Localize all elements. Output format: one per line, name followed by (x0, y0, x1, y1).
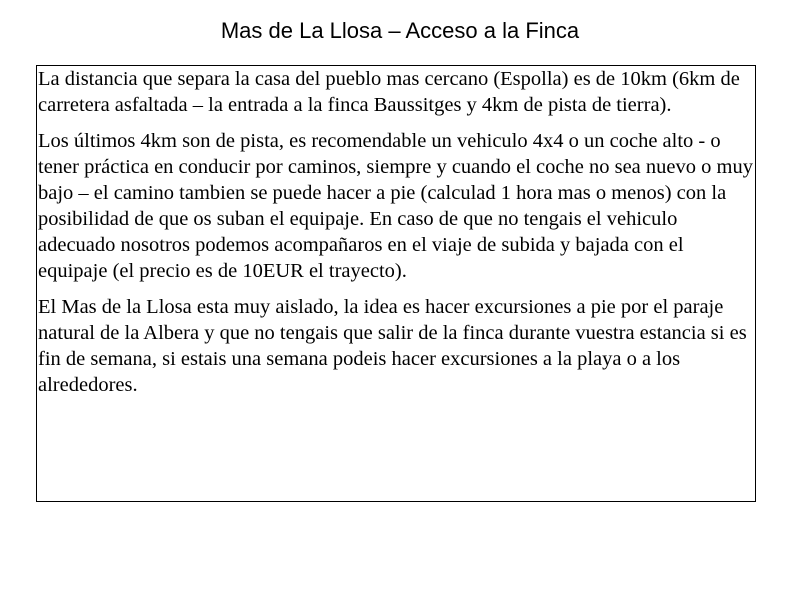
page-title: Mas de La Llosa – Acceso a la Finca (220, 18, 580, 43)
content-box (36, 65, 756, 502)
paragraph-isolation: El Mas de la Llosa esta muy aislado, la idea es hacer excursiones a pie por el paraje natural de la Albera y que no tengais que salir de la finca durante vuestra estancia si es fin de semana, si estais una semana podeis hacer excursiones a la playa o a los alrededores. (38, 296, 747, 396)
paragraph-distance: La distancia que separa la casa del pueblo mas cercano (Espolla) es de 10km (6km de carretera asfaltada – la entrada a la finca Baussitges y 4km de pista de tierra). (38, 68, 740, 116)
paragraph-access-road: Los últimos 4km son de pista, es recomendable un vehiculo 4x4 o un coche alto - o tener práctica en conducir por caminos, siempre y cuando el coche no sea nuevo o muy bajo – el camino tambien se puede hacer a pie (calculad 1 hora mas o menos) con la posibilidad de que os suban el equipaje. En caso de que no tengais el vehiculo adecuado nosotros podemos acompañaros en el viaje de subida y bajada con el equipaje (el precio es de 10EUR el trayecto). (38, 130, 753, 282)
